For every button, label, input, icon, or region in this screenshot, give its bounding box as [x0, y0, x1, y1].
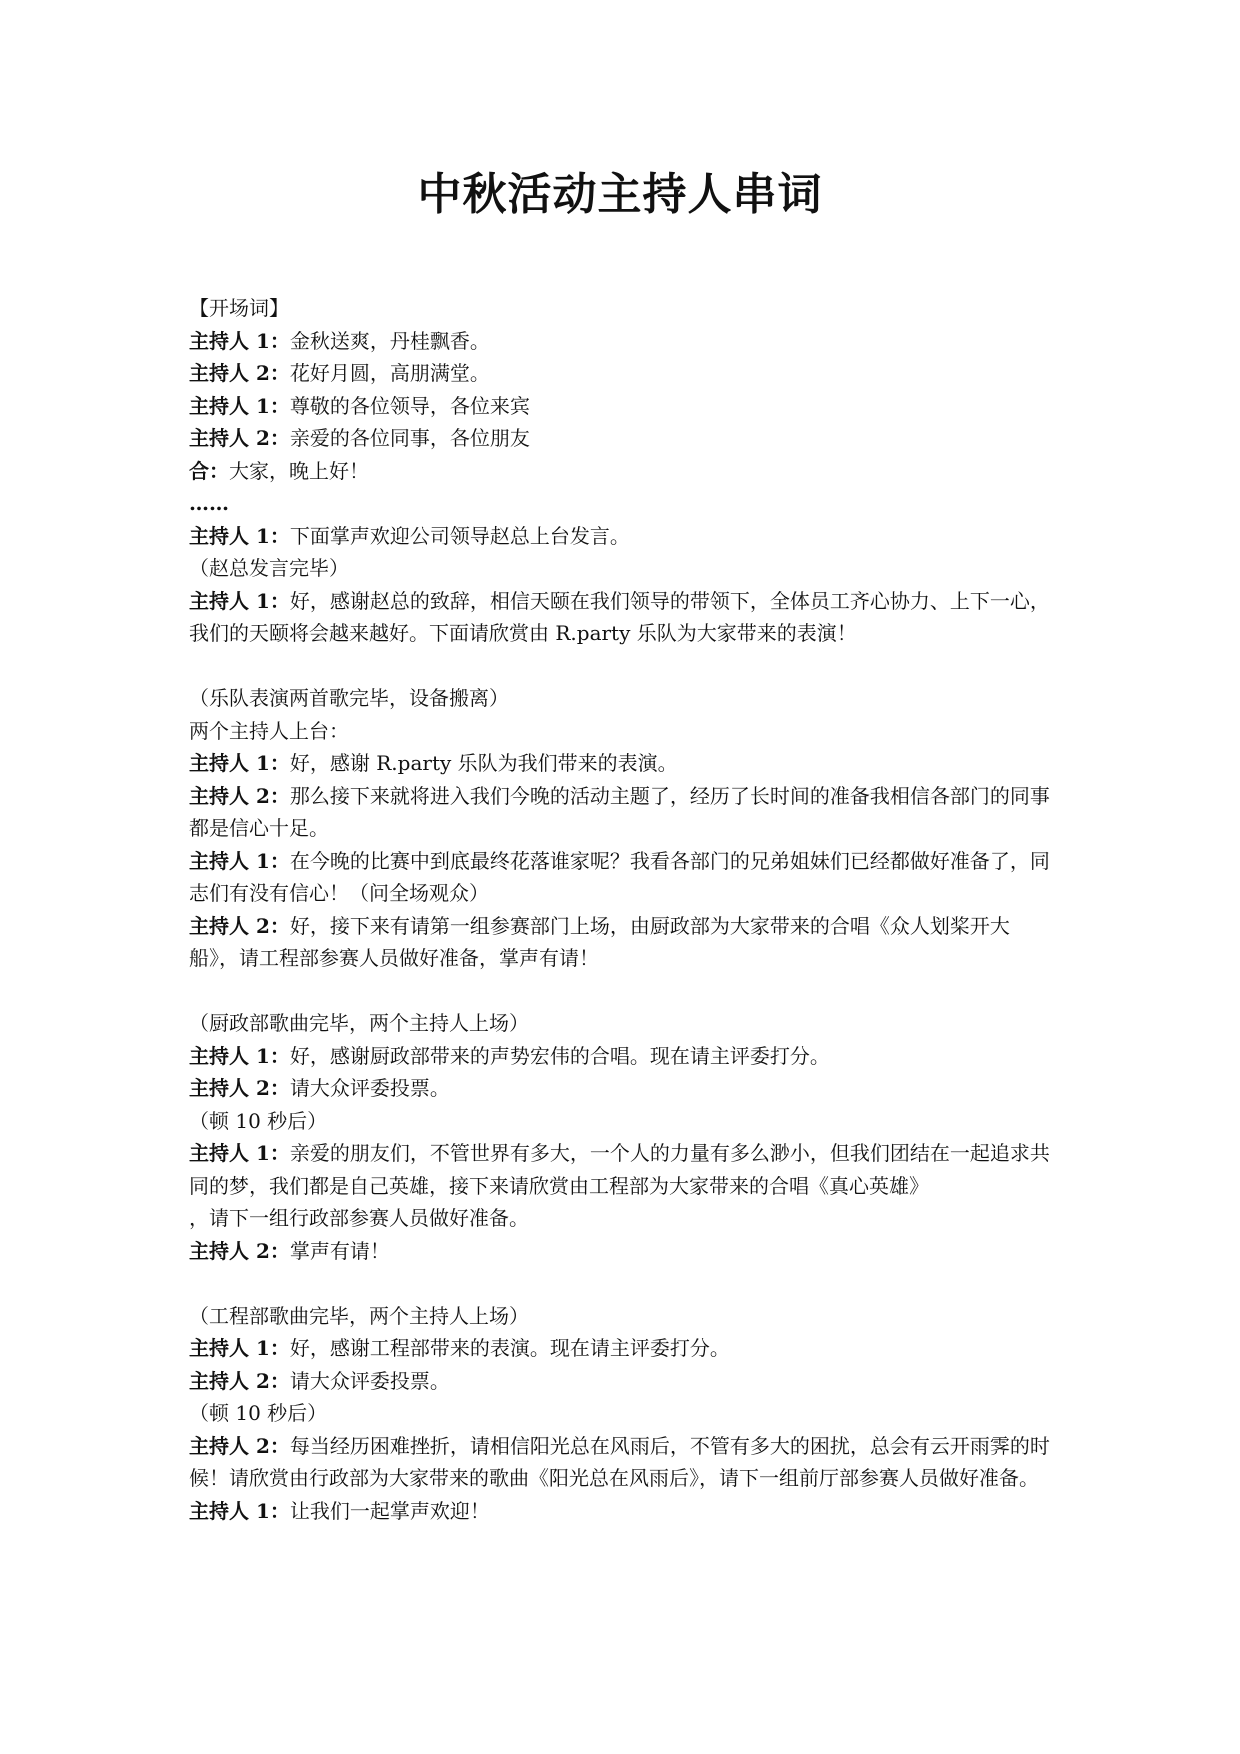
document-title: 中秋活动主持人串词	[417, 169, 823, 220]
line-text: 亲爱的朋友们，不管世界有多大，一个人的力量有多么渺小，但我们团结在一起追求共同的梦，我们都是自己英雄，接下来请欣赏由工程部为大家带来的合唱《真心英雄》	[189, 1141, 1050, 1198]
script-line	[189, 487, 1057, 520]
speaker-label: 主持人 1：	[189, 1141, 290, 1165]
line-text: 好，感谢厨政部带来的声势宏伟的合唱。现在请主评委打分。	[289, 1043, 830, 1068]
script-line	[189, 585, 1057, 650]
speaker-label: 主持人 2：	[189, 783, 290, 808]
speaker-label: 主持人 1：	[189, 523, 290, 548]
script-line	[189, 390, 1057, 423]
line-text: 掌声有请！	[289, 1238, 390, 1263]
line-text: 请大众评委投票。	[289, 1076, 450, 1100]
speaker-label: 主持人 2：	[189, 361, 290, 385]
line-text: （顿 10 秒后）	[189, 1401, 328, 1425]
line-text: 好，感谢赵总的致辞，相信天颐在我们领导的带领下，全体员工齐心协力、上下一心，我们的天颐将会越来越好。下面请欣赏由 R.party 乐队为大家带来的表演！	[189, 588, 1050, 645]
script-line	[189, 1137, 1057, 1202]
script-line	[189, 1007, 1057, 1040]
speaker-label: 主持人 2：	[189, 426, 290, 450]
line-text: 大家，晚上好！	[229, 458, 369, 483]
line-text: 那么接下来就将进入我们今晚的活动主题了，经历了长时间的准备我相信各部门的同事都是信心十足。	[189, 783, 1050, 840]
speaker-label: 主持人 1：	[189, 1498, 290, 1523]
line-text: 让我们一起掌声欢迎！	[289, 1498, 490, 1523]
script-line	[189, 682, 1057, 715]
blank-line	[189, 1267, 1057, 1300]
script-line	[189, 422, 1057, 455]
script-line	[189, 1235, 1057, 1268]
script-line	[189, 552, 1057, 585]
line-text: 好，感谢工程部带来的表演。现在请主评委打分。	[289, 1336, 730, 1360]
script-line	[189, 910, 1057, 975]
speaker-label: 主持人 2：	[189, 1076, 290, 1100]
script-line	[189, 780, 1057, 845]
script-line	[189, 325, 1057, 358]
script-line	[189, 1072, 1057, 1105]
script-line	[189, 845, 1057, 910]
speaker-label: 主持人 1：	[189, 1336, 290, 1360]
script-line	[189, 1332, 1057, 1365]
line-text: （赵总发言完毕）	[189, 556, 349, 580]
speaker-label: 主持人 1：	[189, 751, 290, 775]
line-text: 在今晚的比赛中到底最终花落谁家呢？我看各部门的兄弟姐妹们已经都做好准备了，同志们有没有信心！（问全场观众）	[189, 848, 1050, 905]
script-line	[189, 1430, 1057, 1495]
line-text: 金秋送爽，丹桂飘香。	[289, 328, 490, 353]
line-text: 下面掌声欢迎公司领导赵总上台发言。	[289, 523, 630, 548]
speaker-label: 主持人 2：	[189, 1433, 290, 1458]
line-text: 花好月圆，高朋满堂。	[289, 361, 490, 385]
speaker-label: 主持人 2：	[189, 1238, 290, 1263]
script-line	[189, 357, 1057, 390]
speaker-label: ……	[189, 491, 229, 515]
script-line	[189, 1397, 1057, 1430]
blank-line	[189, 975, 1057, 1008]
script-line	[189, 1202, 1057, 1235]
line-text: （乐队表演两首歌完毕，设备搬离）	[189, 686, 509, 710]
speaker-label: 主持人 1：	[189, 328, 290, 353]
speaker-label: 主持人 2：	[189, 1368, 290, 1393]
speaker-label: 主持人 1：	[189, 1043, 290, 1068]
speaker-label: 主持人 1：	[189, 393, 290, 418]
line-text: 尊敬的各位领导，各位来宾	[289, 393, 530, 418]
speaker-label: 合：	[189, 458, 229, 483]
script-line	[189, 455, 1057, 488]
line-text: （工程部歌曲完毕，两个主持人上场）	[189, 1303, 529, 1328]
line-text: 【开场词】	[189, 296, 289, 320]
speaker-label: 主持人 1：	[189, 588, 290, 613]
speaker-label: 主持人 1：	[189, 848, 290, 873]
script-line	[189, 1300, 1057, 1333]
speaker-label: 主持人 2：	[189, 913, 290, 938]
document-body	[189, 292, 1057, 1527]
line-text: （厨政部歌曲完毕，两个主持人上场）	[189, 1011, 529, 1035]
script-line	[189, 1495, 1057, 1528]
script-line	[189, 520, 1057, 553]
script-line	[189, 1040, 1057, 1073]
line-text: 好，接下来有请第一组参赛部门上场，由厨政部为大家带来的合唱《众人划桨开大船》，请工程部参赛人员做好准备，掌声有请！	[189, 913, 1010, 970]
blank-line	[189, 650, 1057, 683]
line-text: 请大众评委投票。	[289, 1368, 450, 1393]
script-line	[189, 292, 1057, 325]
script-line	[189, 747, 1057, 780]
line-text: 两个主持人上台：	[189, 718, 349, 743]
line-text: ，请下一组行政部参赛人员做好准备。	[189, 1206, 529, 1230]
script-line	[189, 1105, 1057, 1138]
script-line	[189, 1365, 1057, 1398]
line-text: 好，感谢 R.party 乐队为我们带来的表演。	[289, 751, 678, 775]
line-text: （顿 10 秒后）	[189, 1108, 328, 1133]
line-text: 每当经历困难挫折，请相信阳光总在风雨后，不管有多大的困扰，总会有云开雨霁的时候！请欣赏由行政部为大家带来的歌曲《阳光总在风雨后》，请下一组前厅部参赛人员做好准备。	[189, 1433, 1050, 1490]
line-text: 亲爱的各位同事，各位朋友	[289, 426, 530, 450]
script-line	[189, 715, 1057, 748]
